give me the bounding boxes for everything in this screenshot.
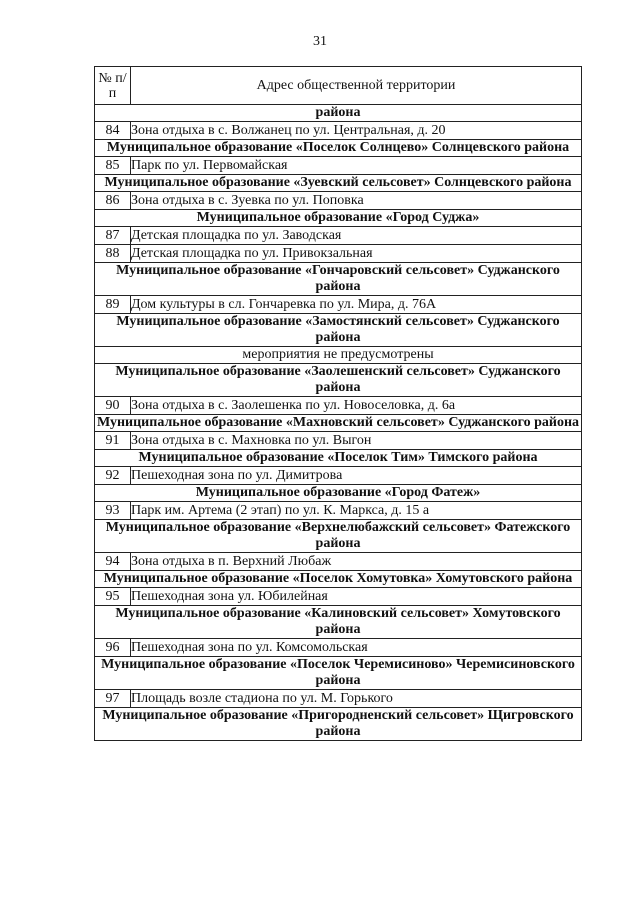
table-row: [95, 467, 582, 485]
territory-address: Детская площадка по ул. Привокзальная: [131, 245, 582, 263]
municipality-heading: Муниципальное образование «Верхнелюбажский сельсовет» Фатежского района: [95, 520, 582, 553]
table-row: [95, 432, 582, 450]
municipality-heading: Муниципальное образование «Поселок Хомутовка» Хомутовского района: [95, 571, 582, 588]
row-number: 94: [95, 553, 131, 571]
territory-address: Дом культуры в сл. Гончаревка по ул. Мира, д. 76А: [131, 296, 582, 314]
municipality-section-row: [95, 105, 582, 122]
column-header-address: Адрес общественной территории: [131, 67, 582, 105]
territory-address: Парк им. Артема (2 этап) по ул. К. Маркса, д. 15 а: [131, 502, 582, 520]
territory-address: Парк по ул. Первомайская: [131, 157, 582, 175]
municipality-section-row: [95, 140, 582, 157]
territory-address: Площадь возле стадиона по ул. М. Горького: [131, 690, 582, 708]
table-row: [95, 245, 582, 263]
territories-table: [94, 66, 582, 741]
municipality-heading: Муниципальное образование «Замостянский сельсовет» Суджанского района: [95, 314, 582, 347]
territory-address: Пешеходная зона ул. Юбилейная: [131, 588, 582, 606]
municipality-section-row: [95, 175, 582, 192]
municipality-section-row: [95, 708, 582, 741]
table-header-row: [95, 67, 582, 105]
row-number: 97: [95, 690, 131, 708]
note-text: мероприятия не предусмотрены: [95, 347, 582, 364]
municipality-heading: Муниципальное образование «Город Суджа»: [95, 210, 582, 227]
municipality-section-row: [95, 415, 582, 432]
note-row: [95, 347, 582, 364]
territory-address: Зона отдыха в с. Волжанец по ул. Центральная, д. 20: [131, 122, 582, 140]
municipality-heading: Муниципальное образование «Калиновский сельсовет» Хомутовского района: [95, 606, 582, 639]
table-row: [95, 690, 582, 708]
municipality-heading: района: [95, 105, 582, 122]
table-row: [95, 227, 582, 245]
row-number: 95: [95, 588, 131, 606]
table-row: [95, 122, 582, 140]
municipality-section-row: [95, 364, 582, 397]
municipality-section-row: [95, 210, 582, 227]
row-number: 91: [95, 432, 131, 450]
table-row: [95, 157, 582, 175]
row-number: 84: [95, 122, 131, 140]
row-number: 92: [95, 467, 131, 485]
row-number: 90: [95, 397, 131, 415]
territory-address: Зона отдыха в с. Заолешенка по ул. Новоселовка, д. 6а: [131, 397, 582, 415]
municipality-section-row: [95, 520, 582, 553]
municipality-section-row: [95, 657, 582, 690]
municipality-section-row: [95, 314, 582, 347]
territory-address: Зона отдыха в с. Зуевка по ул. Поповка: [131, 192, 582, 210]
table-row: [95, 639, 582, 657]
municipality-heading: Муниципальное образование «Поселок Черемисиново» Черемисиновского района: [95, 657, 582, 690]
municipality-heading: Муниципальное образование «Махновский сельсовет» Суджанского района: [95, 415, 582, 432]
table-row: [95, 296, 582, 314]
territory-address: Зона отдыха в п. Верхний Любаж: [131, 553, 582, 571]
row-number: 96: [95, 639, 131, 657]
municipality-heading: Муниципальное образование «Город Фатеж»: [95, 485, 582, 502]
territory-address: Зона отдыха в с. Махновка по ул. Выгон: [131, 432, 582, 450]
municipality-heading: Муниципальное образование «Пригородненский сельсовет» Щигровского района: [95, 708, 582, 741]
table-row: [95, 502, 582, 520]
municipality-heading: Муниципальное образование «Поселок Тим» Тимского района: [95, 450, 582, 467]
table-row: [95, 192, 582, 210]
table-row: [95, 553, 582, 571]
row-number: 88: [95, 245, 131, 263]
territory-address: Пешеходная зона по ул. Димитрова: [131, 467, 582, 485]
table-row: [95, 397, 582, 415]
municipality-heading: Муниципальное образование «Заолешенский сельсовет» Суджанского района: [95, 364, 582, 397]
territory-address: Пешеходная зона по ул. Комсомольская: [131, 639, 582, 657]
row-number: 85: [95, 157, 131, 175]
municipality-section-row: [95, 450, 582, 467]
row-number: 93: [95, 502, 131, 520]
municipality-section-row: [95, 606, 582, 639]
row-number: 86: [95, 192, 131, 210]
row-number: 87: [95, 227, 131, 245]
table-body: [95, 105, 582, 741]
municipality-section-row: [95, 571, 582, 588]
table-row: [95, 588, 582, 606]
territory-address: Детская площадка по ул. Заводская: [131, 227, 582, 245]
row-number: 89: [95, 296, 131, 314]
page-number: 31: [313, 34, 327, 49]
municipality-heading: Муниципальное образование «Гончаровский сельсовет» Суджанского района: [95, 263, 582, 296]
municipality-heading: Муниципальное образование «Поселок Солнцево» Солнцевского района: [95, 140, 582, 157]
municipality-section-row: [95, 263, 582, 296]
column-header-number: № п/п: [95, 67, 131, 105]
municipality-section-row: [95, 485, 582, 502]
municipality-heading: Муниципальное образование «Зуевский сельсовет» Солнцевского района: [95, 175, 582, 192]
